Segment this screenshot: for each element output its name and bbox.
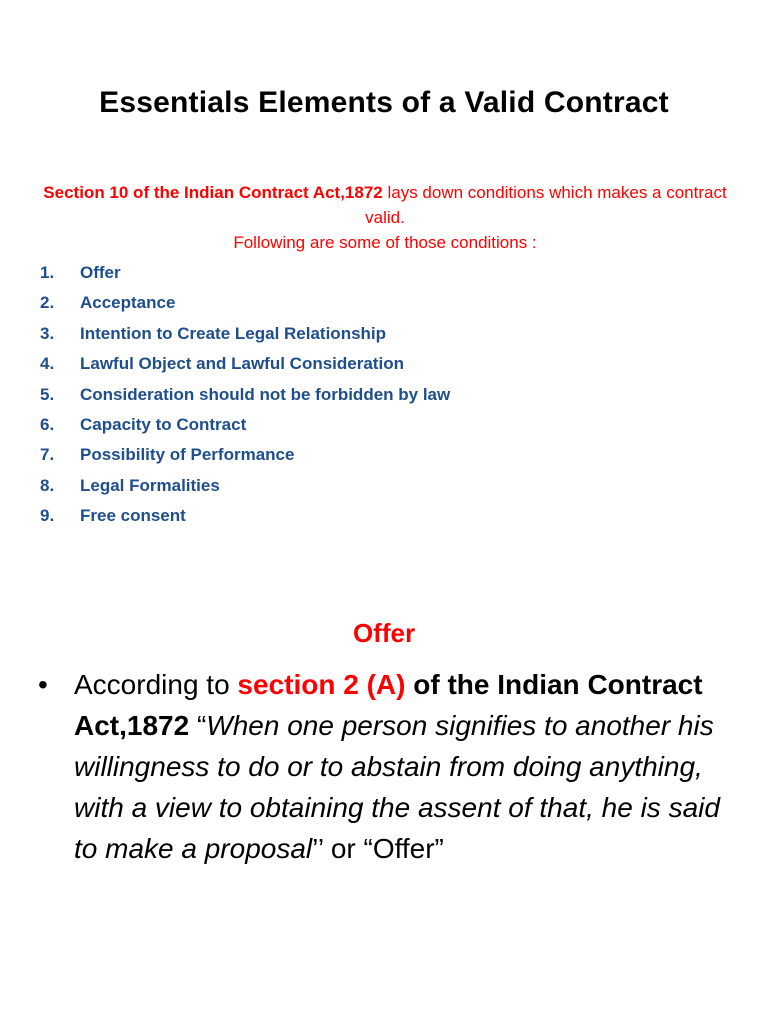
conditions-list	[40, 260, 740, 534]
section-reference: section 2 (A)	[237, 669, 406, 700]
act-name: of the Indian Contract Act,1872	[74, 669, 703, 741]
list-item-label: Offer	[80, 263, 121, 282]
list-item-label: Intention to Create Legal Relationship	[80, 323, 387, 343]
page-title: Essentials Elements of a Valid Contract	[99, 86, 669, 119]
list-item-number: 2.	[40, 293, 55, 313]
intro-rest: lays down conditions which makes a contract valid.	[365, 183, 727, 227]
list-item-number: 4.	[40, 354, 55, 374]
list-item-number: 5.	[40, 384, 55, 404]
offer-quote: When one person signifies to another his willingness to do or to abstain from doing anything, with a view to obtaining the assent of that, he is said to make a proposal	[74, 710, 720, 864]
offer-heading: Offer	[352, 618, 416, 648]
list-item-number: 9.	[40, 506, 55, 526]
list-item-number: 1.	[40, 263, 55, 282]
open-quote: “	[189, 710, 207, 741]
intro-lead: Section 10 of the Indian Contract Act,1872	[43, 183, 383, 202]
list-item	[40, 412, 740, 442]
list-item-label: Acceptance	[80, 293, 176, 313]
bullet-icon: •	[38, 669, 48, 700]
list-item-number: 3.	[40, 323, 55, 343]
list-item-label: Possibility of Performance	[80, 445, 295, 465]
offer-p1: According to	[74, 669, 238, 700]
list-item	[40, 351, 740, 381]
intro-line2: Following are some of those conditions :	[233, 233, 537, 252]
list-item-label: Lawful Object and Lawful Consideration	[80, 354, 404, 374]
list-item	[40, 382, 740, 412]
list-item-number: 7.	[40, 445, 55, 465]
list-item	[40, 321, 740, 351]
list-item-label: Free consent	[80, 506, 186, 526]
list-item	[40, 260, 740, 290]
list-item-number: 8.	[40, 475, 55, 495]
offer-close: ’’ or “Offer”	[312, 833, 444, 864]
list-item-label: Capacity to Contract	[80, 414, 247, 434]
list-item-number: 6.	[40, 414, 55, 434]
list-item	[40, 473, 740, 503]
list-item	[40, 503, 740, 533]
list-item	[40, 290, 740, 320]
list-item-label: Legal Formalities	[80, 475, 220, 495]
list-item	[40, 442, 740, 472]
list-item-label: Consideration should not be forbidden by law	[80, 384, 451, 404]
offer-definition	[38, 664, 738, 869]
intro-paragraph	[30, 180, 740, 255]
offer-definition-text	[74, 664, 738, 869]
